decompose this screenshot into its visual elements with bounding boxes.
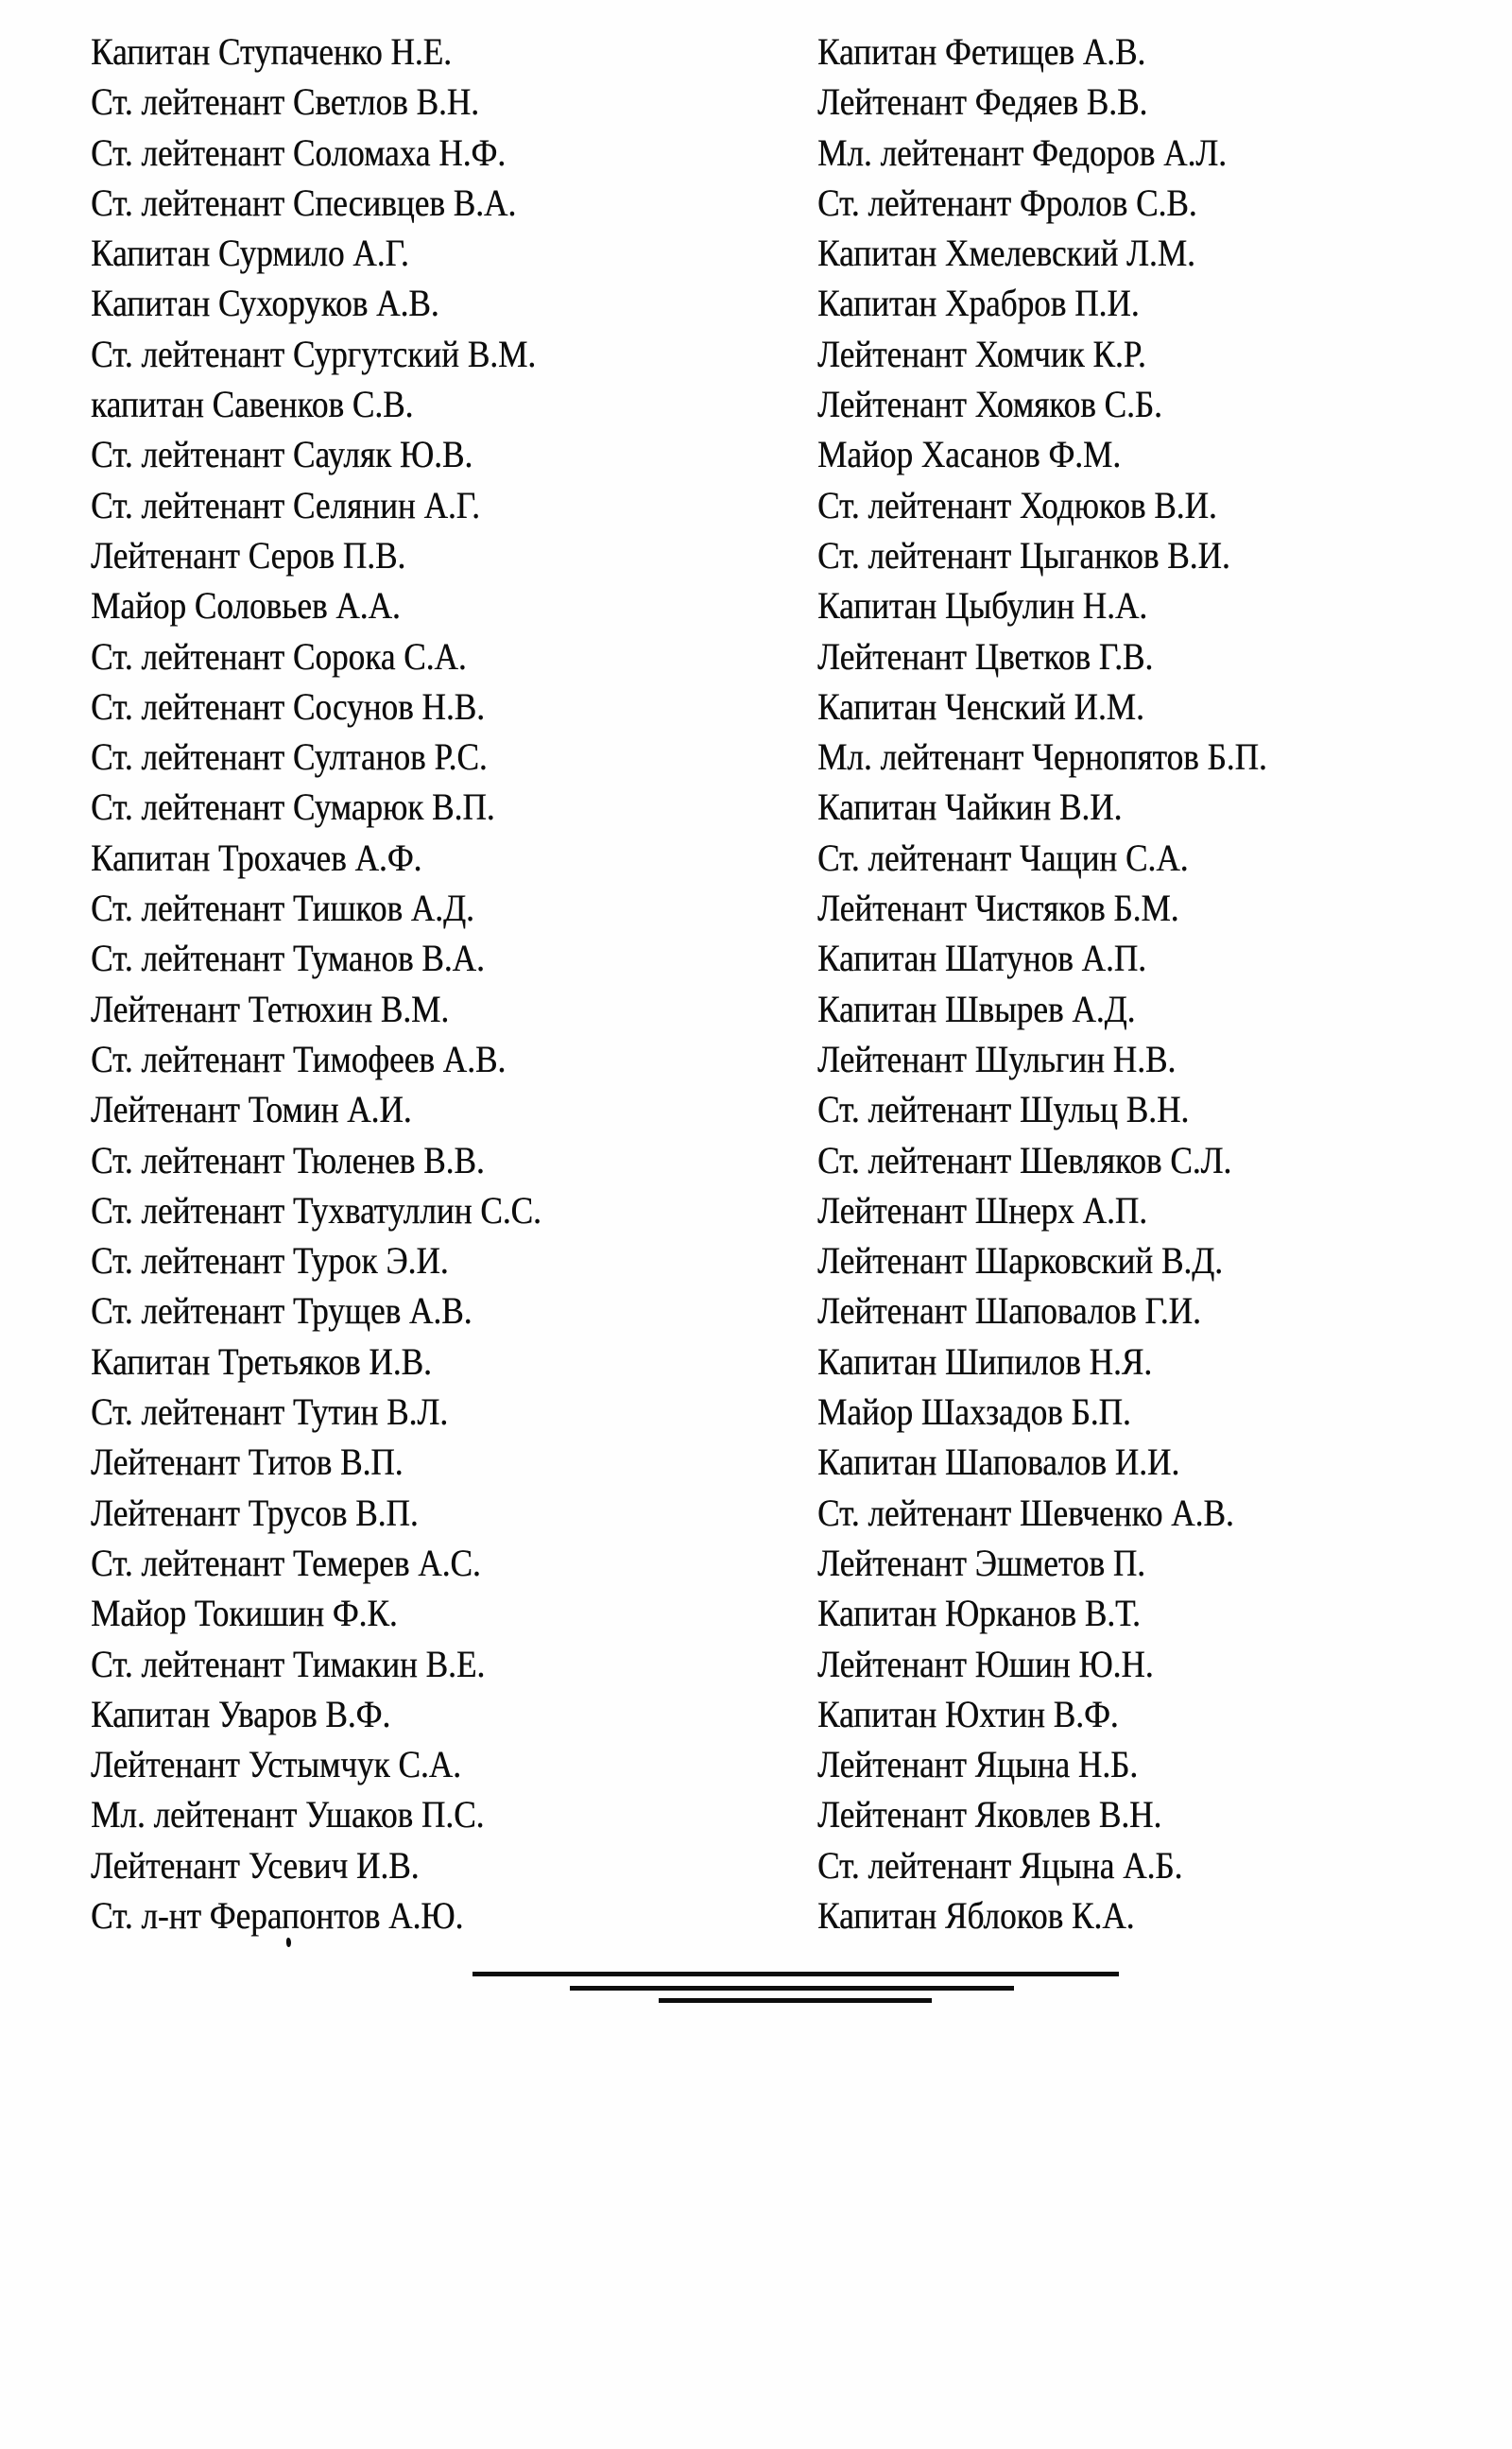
officer-list-item: Капитан Храбров П.И.: [817, 282, 1140, 325]
officer-list-item: Лейтенант Яцына Н.Б.: [817, 1743, 1139, 1786]
officer-list-item: Капитан Шипилов Н.Я.: [817, 1339, 1153, 1383]
officer-list-item: Ст. лейтенант Яцына А.Б.: [817, 1843, 1183, 1887]
officer-list-item: Ст. лейтенант Соломаха Н.Ф.: [91, 130, 507, 174]
officer-list-item: Ст. лейтенант Шевляков С.Л.: [817, 1138, 1232, 1181]
officer-list-item: Мл. лейтенант Ушаков П.С.: [91, 1793, 485, 1837]
officer-list-left-column: [91, 26, 541, 1940]
officer-list-item: Ст. лейтенант Цыганков В.И.: [817, 533, 1230, 577]
officer-list-item: Ст. лейтенант Сорока С.А.: [91, 634, 467, 678]
officer-list-item: Ст. лейтенант Шульц В.Н.: [817, 1088, 1190, 1131]
officer-list-item: Капитан Шатунов А.П.: [817, 937, 1146, 980]
officer-list-item: Ст. лейтенант Шевченко А.В.: [817, 1491, 1234, 1534]
officer-list-item: Лейтенант Титов В.П.: [91, 1440, 404, 1484]
officer-list-item: Ст. лейтенант Тутин В.Л.: [91, 1390, 449, 1434]
officer-list-item: Ст. лейтенант Спесивцев В.А.: [91, 181, 517, 224]
officer-list-item: Лейтенант Устымчук С.А.: [91, 1743, 461, 1786]
officer-list-item: Ст. лейтенант Тюленев В.В.: [91, 1138, 485, 1181]
officer-list-item: Капитан Юрканов В.Т.: [817, 1592, 1141, 1635]
officer-list-item: Лейтенант Тетюхин В.М.: [91, 987, 450, 1030]
divider-line-middle: [570, 1986, 1014, 1991]
officer-list-item: Лейтенант Шаповалов Г.И.: [817, 1289, 1201, 1333]
officer-list-item: Ст. лейтенант Фролов С.В.: [817, 181, 1197, 224]
officer-list-item: Капитан Фетищев А.В.: [817, 30, 1146, 73]
officer-list-item: Лейтенант Юшин Ю.Н.: [817, 1642, 1154, 1685]
officer-list-item: Капитан Трохачев А.Ф.: [91, 836, 422, 879]
officer-list-item: Капитан Юхтин В.Ф.: [817, 1692, 1119, 1735]
officer-list-item: Лейтенант Серов П.В.: [91, 533, 406, 577]
officer-list-item: Капитан Сухоруков А.В.: [91, 282, 439, 325]
officer-list-item: Майор Соловьев А.А.: [91, 584, 401, 628]
officer-list-item: Ст. лейтенант Султанов Р.С.: [91, 735, 488, 779]
officer-list-item: Капитан Уваров В.Ф.: [91, 1692, 391, 1735]
officer-list-item: Ст. лейтенант Тишков А.Д.: [91, 887, 474, 930]
officer-list-item: Лейтенант Хомяков С.Б.: [817, 383, 1162, 426]
officer-list-item: Лейтенант Томин А.И.: [91, 1088, 412, 1131]
officer-list-item: Ст. лейтенант Чащин С.А.: [817, 836, 1189, 879]
officer-list-item: Ст. лейтенант Ходюков В.И.: [817, 483, 1217, 526]
officer-list-item: Ст. лейтенант Темерев А.С.: [91, 1541, 481, 1584]
officer-list-item: капитан Савенков С.В.: [91, 383, 414, 426]
scan-artifact-speck: [286, 1938, 291, 1947]
officer-list-item: Ст. л-нт Ферапонтов А.Ю.: [91, 1893, 464, 1937]
officer-list-item: Ст. лейтенант Сургутский В.М.: [91, 332, 537, 375]
officer-list-item: Ст. лейтенант Турок Э.И.: [91, 1239, 449, 1283]
officer-list-item: Лейтенант Чистяков Б.М.: [817, 887, 1179, 930]
officer-list-item: Капитан Третьяков И.В.: [91, 1339, 432, 1383]
officer-list-right-column: [817, 26, 1267, 1940]
officer-list-item: Капитан Шаповалов И.И.: [817, 1440, 1180, 1484]
divider-line-bottom: [659, 1998, 932, 2003]
officer-list-item: Капитан Ступаченко Н.Е.: [91, 30, 452, 73]
officer-list-item: Ст. лейтенант Сумарюк В.П.: [91, 785, 495, 829]
divider-line-top: [472, 1972, 1119, 1976]
officer-list-item: Капитан Ченский И.М.: [817, 684, 1144, 728]
officer-list-item: Лейтенант Шнерх А.П.: [817, 1188, 1148, 1232]
officer-list-item: Майор Токишин Ф.К.: [91, 1592, 398, 1635]
officer-list-item: Капитан Хмелевский Л.М.: [817, 232, 1195, 275]
officer-list-item: Капитан Швырев А.Д.: [817, 987, 1136, 1030]
officer-list-item: Ст. лейтенант Туманов В.А.: [91, 937, 485, 980]
officer-list-item: Капитан Сурмило А.Г.: [91, 232, 409, 275]
officer-list-item: Мл. лейтенант Федоров А.Л.: [817, 130, 1227, 174]
officer-list-item: Ст. лейтенант Тухватуллин С.С.: [91, 1188, 541, 1232]
officer-list-item: Ст. лейтенант Тимофеев А.В.: [91, 1037, 507, 1080]
officer-list-item: Ст. лейтенант Трущев А.В.: [91, 1289, 472, 1333]
officer-list-item: Лейтенант Шарковский В.Д.: [817, 1239, 1223, 1283]
officer-list-item: Капитан Чайкин В.И.: [817, 785, 1123, 829]
officer-list-item: Капитан Цыбулин Н.А.: [817, 584, 1148, 628]
officer-list-item: Лейтенант Федяев В.В.: [817, 80, 1148, 124]
officer-list-item: Майор Шахзадов Б.П.: [817, 1390, 1131, 1434]
officer-list-item: Лейтенант Цветков Г.В.: [817, 634, 1154, 678]
officer-list-item: Ст. лейтенант Тимакин В.Е.: [91, 1642, 486, 1685]
officer-list-item: Ст. лейтенант Селянин А.Г.: [91, 483, 480, 526]
officer-list-item: Лейтенант Трусов В.П.: [91, 1491, 419, 1534]
officer-list-item: Лейтенант Яковлев В.Н.: [817, 1793, 1162, 1837]
officer-list-item: Лейтенант Усевич И.В.: [91, 1843, 420, 1887]
officer-list-item: Мл. лейтенант Чернопятов Б.П.: [817, 735, 1267, 779]
officer-list-item: Лейтенант Хомчик К.Р.: [817, 332, 1146, 375]
officer-list-item: Майор Хасанов Ф.М.: [817, 433, 1122, 476]
officer-list-item: Капитан Яблоков К.А.: [817, 1893, 1135, 1937]
officer-list-item: Ст. лейтенант Сосунов Н.В.: [91, 684, 485, 728]
officer-list-item: Лейтенант Шульгин Н.В.: [817, 1037, 1177, 1080]
officer-list-item: Лейтенант Эшметов П.: [817, 1541, 1145, 1584]
officer-list-item: Ст. лейтенант Сауляк Ю.В.: [91, 433, 473, 476]
officer-list-item: Ст. лейтенант Светлов В.Н.: [91, 80, 479, 124]
